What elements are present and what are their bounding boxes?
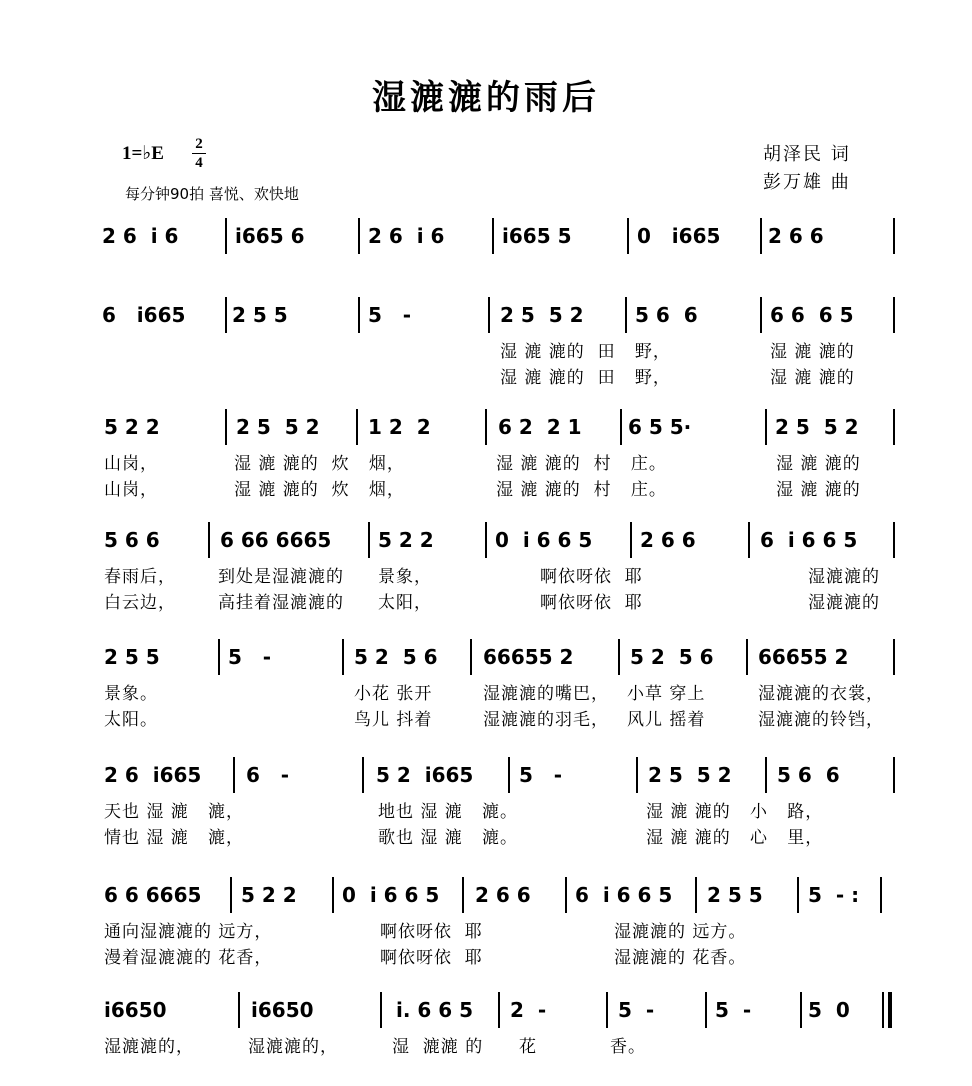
measure-notes: 5 2 2 <box>241 883 297 907</box>
lyric-verse-1: 湿漉漉的 <box>808 567 880 587</box>
lyric-verse-2: 风儿 摇着 <box>627 710 706 730</box>
measure-notes: 0 i665 <box>637 224 721 248</box>
lyric-verse-1: 湿 漉 漉的 村 庄。 <box>496 454 667 474</box>
measure-notes: i6650 <box>104 998 167 1022</box>
measure-notes: 66655 2 <box>483 645 574 669</box>
lyric-verse-2: 湿漉漉的铃铛， <box>758 710 884 730</box>
bar-line <box>485 409 487 445</box>
measure-notes: 5 2 i665 <box>376 763 474 787</box>
measure-notes: 2 5 5 2 <box>648 763 732 787</box>
bar-line <box>748 522 750 558</box>
measure-notes: 2 5 5 2 <box>500 303 584 327</box>
bar-line <box>888 992 892 1028</box>
lyric-verse-2: 山岗， <box>104 480 158 500</box>
lyric-verse-1: 花 <box>519 1037 537 1057</box>
lyric-verse-2: 湿 漉 漉的 <box>770 368 855 388</box>
bar-line <box>893 297 895 333</box>
lyric-verse-1: 湿漉漉的， <box>104 1037 194 1057</box>
measure-notes: i6650 <box>251 998 314 1022</box>
bar-line <box>765 409 767 445</box>
lyric-verse-1: 小草 穿上 <box>627 684 706 704</box>
measure-notes: 2 6 6 <box>475 883 531 907</box>
measure-notes: 6 2 2 1 <box>498 415 582 439</box>
lyric-verse-1: 湿漉漉的 远方。 <box>614 922 747 942</box>
measure-notes: 2 6 i665 <box>104 763 202 787</box>
final-bar-line <box>882 992 884 1028</box>
lyric-verse-1: 通向湿漉漉的 远方， <box>104 922 273 942</box>
measure-notes: i665 6 <box>235 224 305 248</box>
bar-line <box>880 877 882 913</box>
measure-notes: 2 - <box>510 998 547 1022</box>
bar-line <box>636 757 638 793</box>
measure-notes: 2 5 5 <box>707 883 763 907</box>
bar-line <box>893 757 895 793</box>
measure-notes: 6 6 6665 <box>104 883 202 907</box>
measure-notes: 0 i 6 6 5 <box>495 528 593 552</box>
bar-line <box>462 877 464 913</box>
bar-line <box>760 218 762 254</box>
bar-line <box>492 218 494 254</box>
bar-line <box>508 757 510 793</box>
bar-line <box>606 992 608 1028</box>
measure-notes: 2 6 6 <box>640 528 696 552</box>
measure-notes: 5 2 2 <box>104 415 160 439</box>
lyric-verse-1: 啊依呀依 耶 <box>380 922 483 942</box>
measure-notes: 6 - <box>246 763 290 787</box>
lyric-verse-1: 湿 漉 漉的 炊 烟， <box>234 454 405 474</box>
bar-line <box>358 297 360 333</box>
bar-line <box>705 992 707 1028</box>
lyric-verse-2: 情也 湿 漉 漉， <box>104 828 245 848</box>
bar-line <box>498 992 500 1028</box>
bar-line <box>358 218 360 254</box>
measure-notes: 5 - <box>618 998 655 1022</box>
bar-line <box>208 522 210 558</box>
bar-line <box>893 409 895 445</box>
lyric-verse-2: 湿漉漉的 花香。 <box>614 948 747 968</box>
bar-line <box>362 757 364 793</box>
lyric-verse-1: 湿 漉 漉的 小 路， <box>646 802 824 822</box>
measure-notes: 0 i 6 6 5 <box>342 883 440 907</box>
bar-line <box>233 757 235 793</box>
lyric-verse-2: 白云边， <box>104 593 176 613</box>
measure-notes: 5 6 6 <box>104 528 160 552</box>
measure-notes: 2 5 5 <box>232 303 288 327</box>
song-title: 湿漉漉的雨后 <box>372 78 600 118</box>
composer-credit: 彭万雄 曲 <box>763 172 851 193</box>
measure-notes: 5 - : <box>808 883 860 907</box>
bar-line <box>380 992 382 1028</box>
measure-notes: 2 6 6 <box>768 224 824 248</box>
bar-line <box>625 297 627 333</box>
measure-notes: 5 6 6 <box>635 303 698 327</box>
measure-notes: 6 66 6665 <box>220 528 332 552</box>
bar-line <box>893 639 895 675</box>
bar-line <box>230 877 232 913</box>
measure-notes: 6 i665 <box>102 303 186 327</box>
lyric-verse-1: 湿漉漉的， <box>248 1037 338 1057</box>
lyric-verse-1: 湿 漉 漉的 <box>776 454 861 474</box>
lyric-verse-1: 天也 湿 漉 漉， <box>104 802 245 822</box>
bar-line <box>893 522 895 558</box>
bar-line <box>342 639 344 675</box>
lyric-verse-1: 地也 湿 漉 漉。 <box>378 802 519 822</box>
lyric-verse-2: 歌也 湿 漉 漉。 <box>378 828 519 848</box>
lyric-verse-2: 湿 漉 漉的 <box>776 480 861 500</box>
bar-line <box>238 992 240 1028</box>
bar-line <box>800 992 802 1028</box>
lyric-verse-2: 鸟儿 抖着 <box>354 710 433 730</box>
lyric-verse-1: 湿漉漉的嘴巴， <box>483 684 609 704</box>
measure-notes: 5 - <box>519 763 563 787</box>
lyric-verse-1: 湿 漉漉 的 <box>392 1037 484 1057</box>
bar-line <box>485 522 487 558</box>
lyric-verse-2: 高挂着湿漉漉的 <box>218 593 344 613</box>
lyric-verse-2: 湿漉漉的羽毛， <box>483 710 609 730</box>
bar-line <box>797 877 799 913</box>
measure-notes: 6 i 6 6 5 <box>760 528 858 552</box>
measure-notes: i665 5 <box>502 224 572 248</box>
bar-line <box>565 877 567 913</box>
bar-line <box>470 639 472 675</box>
lyric-verse-1: 山岗， <box>104 454 158 474</box>
lyric-verse-2: 湿漉漉的 <box>808 593 880 613</box>
bar-line <box>618 639 620 675</box>
lyric-verse-2: 啊依呀依 耶 <box>540 593 643 613</box>
lyricist-credit: 胡泽民 词 <box>763 144 851 165</box>
measure-notes: 6 i 6 6 5 <box>575 883 673 907</box>
bar-line <box>368 522 370 558</box>
lyric-verse-2: 湿 漉 漉的 田 野， <box>500 368 671 388</box>
bar-line <box>225 218 227 254</box>
measure-notes: 2 5 5 <box>104 645 160 669</box>
lyric-verse-2: 啊依呀依 耶 <box>380 948 483 968</box>
lyric-verse-2: 漫着湿漉漉的 花香， <box>104 948 273 968</box>
bar-line <box>620 409 622 445</box>
lyric-verse-1: 湿漉漉的衣裳， <box>758 684 884 704</box>
bar-line <box>630 522 632 558</box>
lyric-verse-1: 湿 漉 漉的 田 野， <box>500 342 671 362</box>
meter-bottom: 4 <box>195 155 203 171</box>
measure-notes: 6 6 6 5 <box>770 303 854 327</box>
bar-line <box>488 297 490 333</box>
lyric-verse-1: 小花 张开 <box>354 684 433 704</box>
measure-notes: 5 0 <box>808 998 850 1022</box>
bar-line <box>765 757 767 793</box>
measure-notes: 5 - <box>368 303 412 327</box>
measure-notes: i. 6 6 5 <box>396 998 474 1022</box>
measure-notes: 2 6 i 6 <box>102 224 179 248</box>
measure-notes: 5 6 6 <box>777 763 840 787</box>
lyric-verse-2: 太阳。 <box>104 710 158 730</box>
lyric-verse-2: 湿 漉 漉的 心 里， <box>646 828 824 848</box>
bar-line <box>218 639 220 675</box>
lyric-verse-2: 太阳， <box>378 593 432 613</box>
lyric-verse-1: 湿 漉 漉的 <box>770 342 855 362</box>
key-signature: 1=♭E <box>122 143 164 164</box>
measure-notes: 5 - <box>228 645 272 669</box>
bar-line <box>356 409 358 445</box>
lyric-verse-1: 啊依呀依 耶 <box>540 567 643 587</box>
bar-line <box>695 877 697 913</box>
measure-notes: 6 5 5· <box>628 415 692 439</box>
bar-line <box>225 297 227 333</box>
measure-notes: 2 5 5 2 <box>236 415 320 439</box>
lyric-verse-2: 湿 漉 漉的 炊 烟， <box>234 480 405 500</box>
bar-line <box>332 877 334 913</box>
measure-notes: 66655 2 <box>758 645 849 669</box>
lyric-verse-1: 景象， <box>378 567 432 587</box>
measure-notes: 2 6 i 6 <box>368 224 445 248</box>
lyric-verse-1: 春雨后， <box>104 567 176 587</box>
lyric-verse-1: 香。 <box>610 1037 646 1057</box>
bar-line <box>746 639 748 675</box>
measure-notes: 1 2 2 <box>368 415 431 439</box>
time-signature <box>192 136 206 171</box>
lyric-verse-2: 湿 漉 漉的 村 庄。 <box>496 480 667 500</box>
meter-top: 2 <box>195 136 203 152</box>
bar-line <box>760 297 762 333</box>
measure-notes: 5 2 2 <box>378 528 434 552</box>
bar-line <box>627 218 629 254</box>
measure-notes: 5 - <box>715 998 752 1022</box>
bar-line <box>225 409 227 445</box>
lyric-verse-1: 到处是湿漉漉的 <box>218 567 344 587</box>
lyric-verse-1: 景象。 <box>104 684 158 704</box>
measure-notes: 2 5 5 2 <box>775 415 859 439</box>
bar-line <box>893 218 895 254</box>
measure-notes: 5 2 5 6 <box>630 645 714 669</box>
measure-notes: 5 2 5 6 <box>354 645 438 669</box>
tempo-marking: 每分钟90拍 喜悦、欢快地 <box>125 185 299 203</box>
